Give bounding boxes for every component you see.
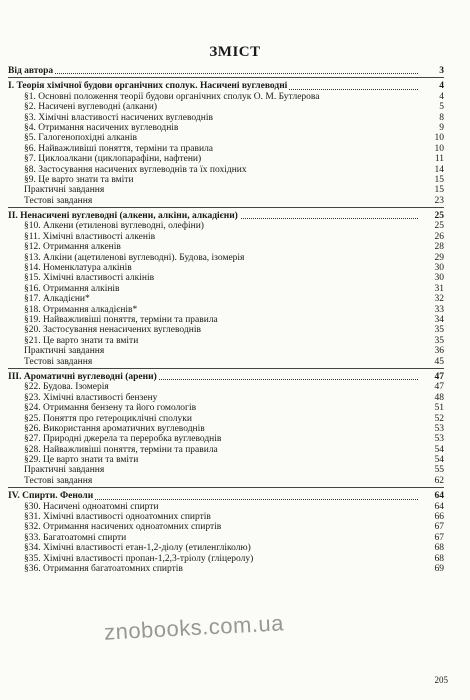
toc-entry-title: Тестові завдання <box>24 475 93 486</box>
toc-entry-title: §9. Це варто знати та вміти <box>24 174 134 185</box>
toc-entry-page: 31 <box>434 283 444 294</box>
toc-entry-title: Тестові завдання <box>24 195 93 206</box>
page-title: ЗМІСТ <box>209 44 261 60</box>
toc-entry[interactable] <box>8 284 444 294</box>
toc-entry-page: 26 <box>434 231 444 242</box>
toc-entry-title: §3. Хімічні властивості насичених вуглеводнів <box>24 112 213 123</box>
toc-entry[interactable] <box>8 305 444 315</box>
toc-entry-page: 25 <box>434 221 444 232</box>
toc-entry-page: 64 <box>434 491 444 502</box>
toc-entry[interactable] <box>8 263 444 273</box>
toc-entry-page: 8 <box>439 112 444 123</box>
toc-entry[interactable] <box>8 543 444 553</box>
toc-entry-page: 23 <box>434 195 444 206</box>
toc-entry-page: 51 <box>434 403 444 414</box>
toc-entry-page: 4 <box>439 81 444 92</box>
toc-entry-page: 67 <box>434 522 444 533</box>
section-divider <box>8 207 444 208</box>
toc-entry[interactable] <box>8 393 444 403</box>
toc-entry-page: 54 <box>434 444 444 455</box>
toc-entry-title: §21. Це варто знати та вміти <box>24 335 139 346</box>
toc-entry-page: 47 <box>434 371 444 382</box>
toc-entry[interactable] <box>8 123 444 133</box>
toc-entry-title: §33. Багатоатомні спирти <box>24 532 127 543</box>
toc-entry[interactable] <box>8 325 444 335</box>
toc-entry-page: 52 <box>434 413 444 424</box>
toc-entry-page: 10 <box>434 143 444 154</box>
toc-entry[interactable] <box>8 196 444 206</box>
toc-entry[interactable] <box>8 476 444 486</box>
toc-entry-page: 53 <box>434 423 444 434</box>
toc-entry[interactable] <box>8 445 444 455</box>
toc-entry-title: §29. Це варто знати та вміти <box>24 455 139 466</box>
toc-entry[interactable] <box>8 554 444 564</box>
toc-entry[interactable] <box>8 403 444 413</box>
toc-entry-page: 32 <box>434 294 444 305</box>
toc-entry[interactable] <box>8 92 444 102</box>
toc-entry[interactable] <box>8 424 444 434</box>
toc-entry-title: §12. Отримання алкенів <box>24 242 121 253</box>
toc-entry[interactable] <box>8 253 444 263</box>
toc-entry[interactable] <box>8 273 444 283</box>
toc-entry[interactable] <box>8 315 444 325</box>
toc-entry-title: §27. Природні джерела та переробка вуглеводнів <box>24 434 222 445</box>
toc-entry[interactable] <box>8 133 444 143</box>
toc-entry-page: 25 <box>434 211 444 222</box>
toc-entry-page: 55 <box>434 465 444 476</box>
toc-entry[interactable] <box>8 434 444 444</box>
toc-entry-page: 4 <box>439 91 444 102</box>
toc-entry[interactable] <box>8 154 444 164</box>
toc-entry-title: §18. Отримання алкадієнів* <box>24 304 138 315</box>
toc-section-heading[interactable] <box>8 372 444 382</box>
toc-entry[interactable] <box>8 102 444 112</box>
toc-entry[interactable] <box>8 336 444 346</box>
toc-entry-page: 67 <box>434 532 444 543</box>
toc-entry-title: §15. Хімічні властивості алкінів <box>24 273 155 284</box>
toc-entry-title: §26. Використання ароматичних вуглеводнів <box>24 423 205 434</box>
toc-entry-title: §30. Насичені одноатомні спирти <box>24 501 159 512</box>
toc-entry-page: 69 <box>434 563 444 574</box>
toc-entry[interactable] <box>8 185 444 195</box>
toc-entry-page: 14 <box>434 164 444 175</box>
toc-entry-title: §4. Отримання насичених вуглеводнів <box>24 122 179 133</box>
toc-entry-page: 48 <box>434 392 444 403</box>
toc-entry[interactable] <box>8 522 444 532</box>
toc-entry-title: §6. Найважливіші поняття, терміни та правила <box>24 143 214 154</box>
toc-entry-title: §13. Алкіни (ацетиле́нові вуглево́дні). Будова, ізомерія <box>24 252 245 263</box>
toc-entry-title: Практичні завдання <box>24 185 105 196</box>
toc-entry-title: ІІІ. Ароматичні вуглеводні (аре́ни) <box>8 371 157 382</box>
toc-entry-page: 47 <box>434 382 444 393</box>
toc-entry-title: Практичні завдання <box>24 346 105 357</box>
toc-entry[interactable] <box>8 242 444 252</box>
toc-entry-page: 28 <box>434 242 444 253</box>
section-divider <box>8 368 444 369</box>
dot-leader <box>8 73 418 74</box>
toc-entry[interactable] <box>8 346 444 356</box>
toc-entry-title: ІІ. Ненасичені вуглеводні (алкени, алкіни, алкадієни) <box>8 211 238 222</box>
toc-entry-title: IV. Спирти. Феноли <box>8 491 94 502</box>
toc-entry-page: 11 <box>434 154 444 165</box>
toc-entry-title: §17. Алкадієни* <box>24 294 90 305</box>
toc-entry-title: §23. Хімічні властивості бензену <box>24 392 158 403</box>
toc-section-heading[interactable] <box>8 81 444 91</box>
toc-entry-page: 68 <box>434 543 444 554</box>
toc-entry[interactable] <box>8 232 444 242</box>
toc-entry-page: 64 <box>434 501 444 512</box>
toc-entry-page: 62 <box>434 475 444 486</box>
toc-entry-page: 35 <box>434 335 444 346</box>
page-number: 205 <box>434 675 448 685</box>
toc-entry-title: §31. Хімічні властивості одноатомних спиртів <box>24 512 211 523</box>
toc-entry-title: §25. Поняття про гетероциклічні сполуки <box>24 413 192 424</box>
toc-section-heading[interactable] <box>8 211 444 221</box>
toc-entry-page: 15 <box>434 174 444 185</box>
toc-entry[interactable] <box>8 382 444 392</box>
toc-entry-title: §24. Отримання бензену та його гомологів <box>24 403 197 414</box>
toc-entry-page: 36 <box>434 346 444 357</box>
toc-entry-title: §35. Хімічні властивості пропан-1,2,3-тріолу (гліцеролу) <box>24 553 254 564</box>
toc-entry-title: §8. Застосування насичених вуглеводнів та їх похідних <box>24 164 247 175</box>
toc-entry-page: 54 <box>434 455 444 466</box>
toc-entry-title: §2. Насичені вуглеводні (алкани) <box>24 102 158 113</box>
toc-entry[interactable] <box>8 144 444 154</box>
toc-entry-title: §16. Отримання алкінів <box>24 283 120 294</box>
section-divider <box>8 487 444 488</box>
toc-entry-title: Тестові завдання <box>24 356 93 367</box>
toc-section-heading[interactable] <box>8 66 444 76</box>
toc-entry[interactable] <box>8 564 444 574</box>
toc-entry-title: §14. Номенклатура алкінів <box>24 263 132 274</box>
toc-entry-page: 35 <box>434 325 444 336</box>
toc-entry-page: 15 <box>434 185 444 196</box>
toc-entry-title: §5. Галогенопохідні алканів <box>24 133 137 144</box>
toc-entry-page: 5 <box>439 102 444 113</box>
toc-entry-title: §22. Будова. Ізомерія <box>24 382 109 393</box>
toc-entry-page: 34 <box>434 314 444 325</box>
table-of-contents <box>8 63 444 574</box>
section-divider <box>8 77 444 78</box>
toc-entry-title: §34. Хімічні властивості етан-1,2-діолу (етиленгліколю) <box>24 543 251 554</box>
toc-entry-page: 45 <box>434 356 444 367</box>
toc-entry-title: Від автора <box>8 66 54 76</box>
toc-entry-title: Практичні завдання <box>24 465 105 476</box>
toc-entry[interactable] <box>8 165 444 175</box>
toc-entry-page: 10 <box>434 133 444 144</box>
toc-entry-title: §11. Хімічні властивості алкенів <box>24 231 156 242</box>
toc-entry[interactable] <box>8 357 444 367</box>
toc-entry-page: 33 <box>434 304 444 315</box>
toc-entry[interactable] <box>8 113 444 123</box>
toc-entry-title: І. Теорія хімічної будови органічних сполук. Насичені вуглеводні <box>8 81 288 92</box>
toc-entry[interactable] <box>8 414 444 424</box>
toc-entry-title: §1. Основні положення теорії будови органічних сполук О. М. Бутлерова <box>24 91 320 102</box>
toc-entry[interactable] <box>8 533 444 543</box>
watermark: znobooks.com.ua <box>103 610 285 645</box>
toc-entry[interactable] <box>8 465 444 475</box>
toc-entry-page: 68 <box>434 553 444 564</box>
toc-entry-page: 3 <box>439 66 444 76</box>
toc-entry-title: §36. Отримання багатоатомних спиртів <box>24 563 183 574</box>
toc-entry[interactable] <box>8 294 444 304</box>
toc-entry-page: 53 <box>434 434 444 445</box>
toc-entry[interactable] <box>8 512 444 522</box>
toc-entry-page: 30 <box>434 273 444 284</box>
toc-entry-page: 30 <box>434 263 444 274</box>
toc-entry[interactable] <box>8 221 444 231</box>
toc-entry[interactable] <box>8 455 444 465</box>
toc-entry-title: §7. Циклоалкани (циклопарафіни, нафтени) <box>24 154 202 165</box>
toc-entry-page: 66 <box>434 512 444 523</box>
toc-entry-page: 29 <box>434 252 444 263</box>
toc-entry[interactable] <box>8 502 444 512</box>
toc-section-heading[interactable] <box>8 491 444 501</box>
toc-entry-title: §20. Застосування ненасичених вуглеводнів <box>24 325 201 336</box>
toc-entry[interactable] <box>8 175 444 185</box>
toc-entry-page: 9 <box>439 122 444 133</box>
toc-entry-title: §32. Отримання насичених одноатомних спиртів <box>24 522 222 533</box>
toc-entry-title: §19. Найважливіші поняття, терміни та правила <box>24 314 218 325</box>
toc-entry-title: §28. Найважливіші поняття, терміни та правила <box>24 444 218 455</box>
toc-entry-title: §10. Алке́ни (етиле́нові вуглево́дні, олефіни) <box>24 221 204 232</box>
